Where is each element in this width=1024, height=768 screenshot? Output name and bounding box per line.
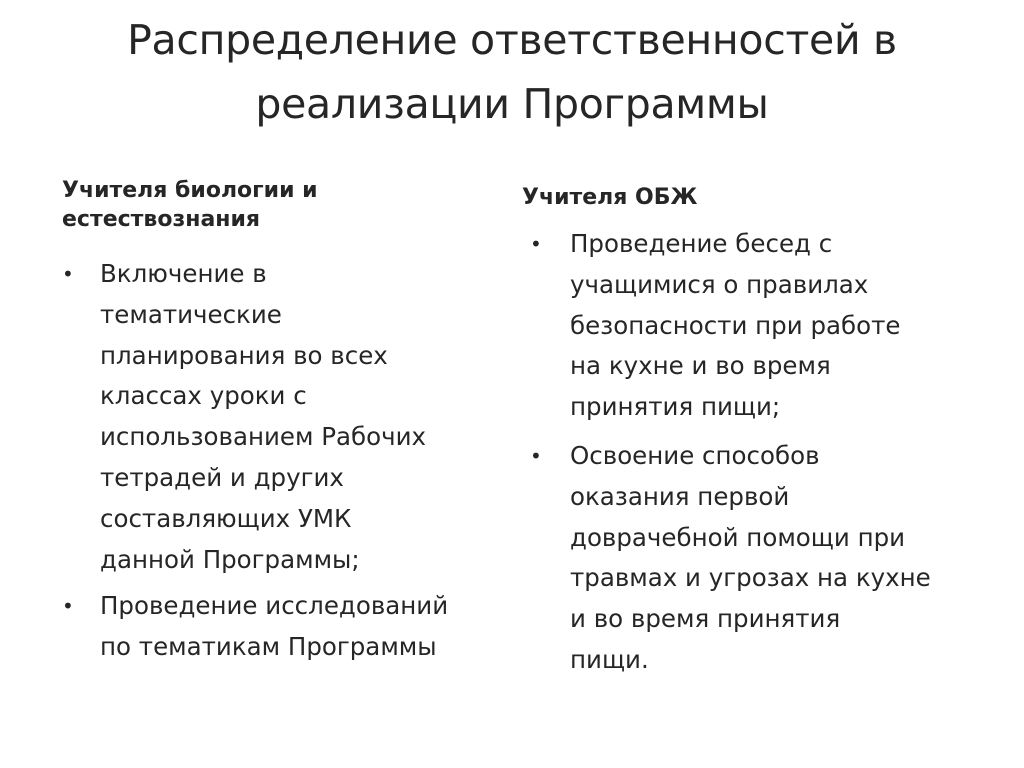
right-column-header: Учителя ОБЖ (522, 185, 698, 210)
left-bullet-list (62, 254, 502, 668)
list-item (62, 586, 470, 668)
right-column (522, 183, 962, 681)
list-item-text: Освоение способов оказания первой доврачебной помощи при травмах и угрозах на кухне и во время принятия пищи. (570, 440, 931, 674)
slide-title: Распределение ответственностей в реализации Программы (127, 16, 897, 128)
list-item (62, 254, 470, 580)
bullet-icon: • (530, 232, 542, 256)
list-item-text: Включение в тематические планирования во всех классах уроки с использованием Рабочих тетрадей и других составляющих УМК данной Программы; (100, 259, 427, 574)
left-column-header: Учителя биологии и естествознания (62, 178, 318, 232)
list-item-text: Проведение бесед с учащимися о правилах безопасности при работе на кухне и во время принятия пищи; (570, 229, 901, 422)
bullet-icon: • (62, 262, 74, 286)
list-item-text: Проведение исследований по тематикам Программы (100, 591, 449, 662)
bullet-icon: • (530, 443, 542, 468)
left-column (62, 176, 502, 668)
right-bullet-list (522, 224, 962, 681)
list-item (522, 224, 970, 428)
list-item (522, 436, 970, 681)
bullet-icon: • (62, 594, 74, 619)
